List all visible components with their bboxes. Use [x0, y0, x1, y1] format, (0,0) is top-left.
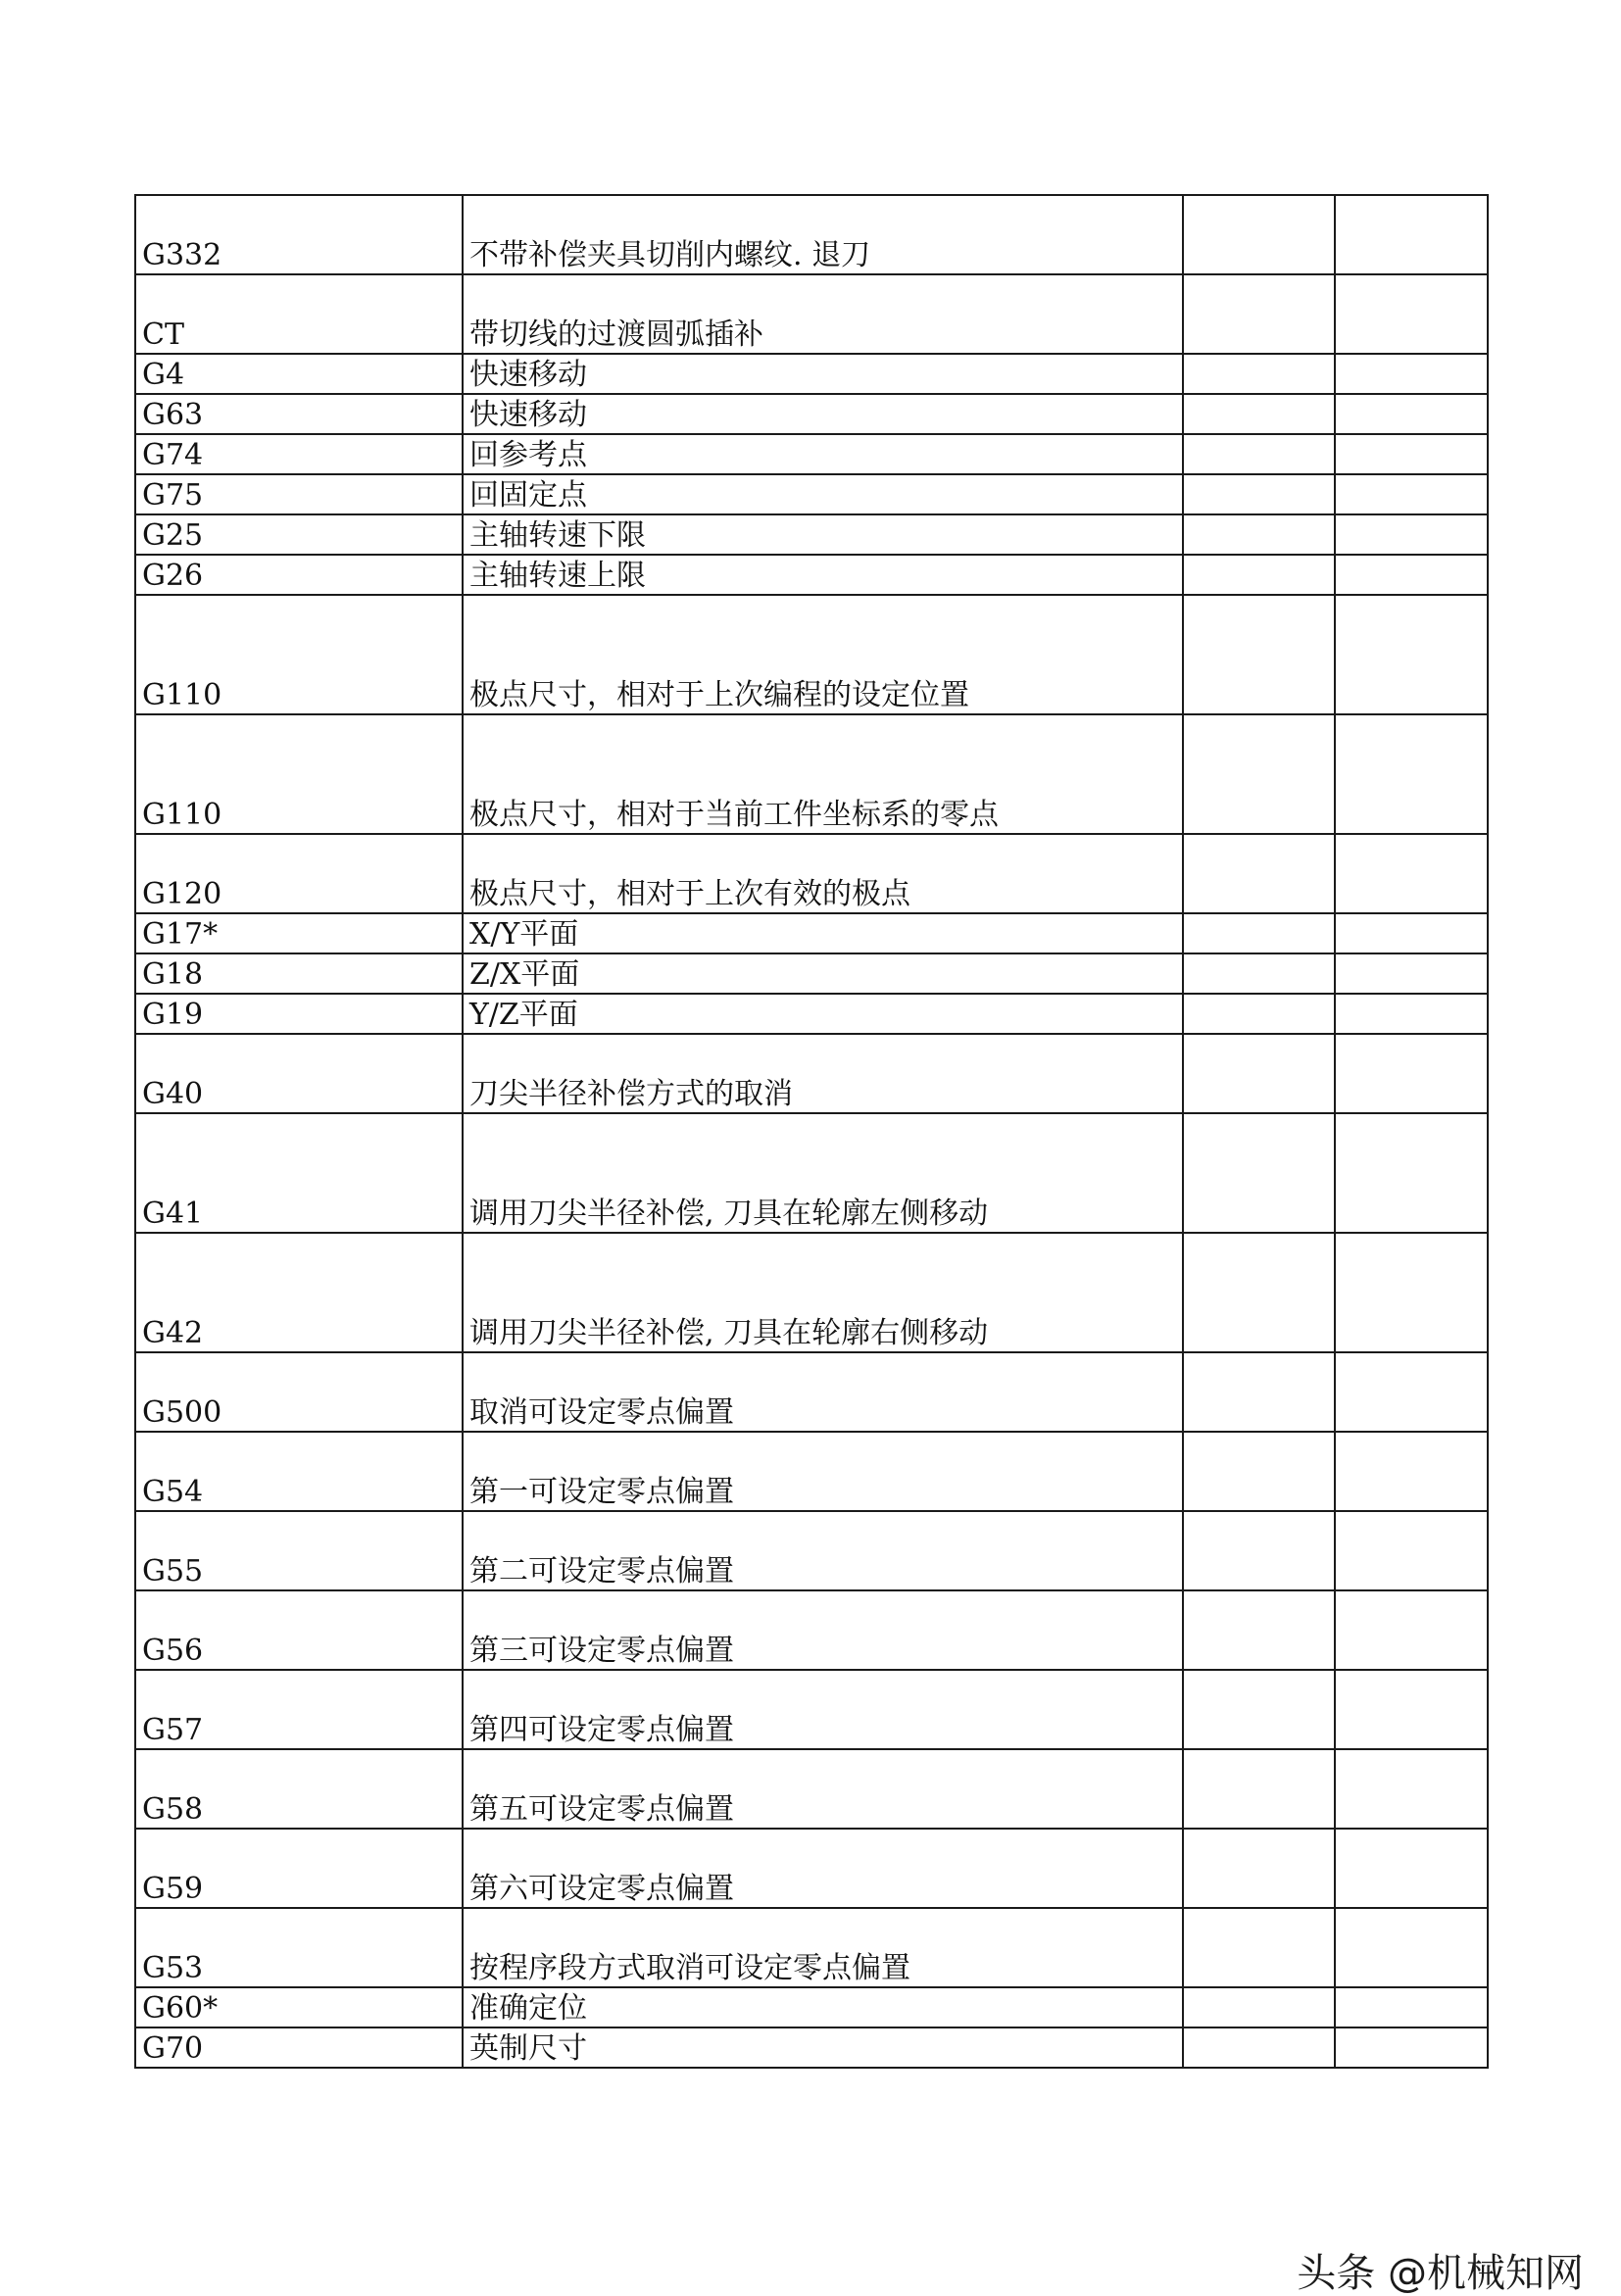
empty-cell — [1335, 555, 1488, 595]
table-row — [135, 1829, 1488, 1908]
empty-cell — [1183, 1113, 1335, 1233]
gcode-cell: G55 — [135, 1511, 463, 1590]
gcode-table — [134, 194, 1489, 2069]
empty-cell — [1183, 1233, 1335, 1352]
description-cell: 极点尺寸，相对于上次编程的设定位置 — [463, 595, 1183, 714]
table-row — [135, 1511, 1488, 1590]
description-cell: X/Y平面 — [463, 913, 1183, 953]
table-row — [135, 1670, 1488, 1749]
table-row — [135, 195, 1488, 274]
description-cell: 快速移动 — [463, 354, 1183, 394]
description-cell: 回固定点 — [463, 474, 1183, 514]
gcode-cell: G60* — [135, 1987, 463, 2027]
table-row — [135, 1034, 1488, 1113]
table-row — [135, 514, 1488, 555]
gcode-cell: G54 — [135, 1432, 463, 1511]
description-cell: 第六可设定零点偏置 — [463, 1829, 1183, 1908]
empty-cell — [1335, 1829, 1488, 1908]
empty-cell — [1335, 1511, 1488, 1590]
empty-cell — [1335, 1987, 1488, 2027]
empty-cell — [1335, 953, 1488, 994]
description-cell: 不带补偿夹具切削内螺纹. 退刀 — [463, 195, 1183, 274]
description-cell: 准确定位 — [463, 1987, 1183, 2027]
gcode-cell: G19 — [135, 994, 463, 1034]
empty-cell — [1335, 1233, 1488, 1352]
description-cell: 第五可设定零点偏置 — [463, 1749, 1183, 1829]
gcode-cell: G59 — [135, 1829, 463, 1908]
empty-cell — [1183, 1352, 1335, 1432]
gcode-cell: G74 — [135, 434, 463, 474]
gcode-cell: G17* — [135, 913, 463, 953]
empty-cell — [1183, 1987, 1335, 2027]
description-cell: 带切线的过渡圆弧插补 — [463, 274, 1183, 354]
table-row — [135, 555, 1488, 595]
empty-cell — [1183, 434, 1335, 474]
description-cell: 第四可设定零点偏置 — [463, 1670, 1183, 1749]
table-row — [135, 1987, 1488, 2027]
table-row — [135, 2027, 1488, 2068]
empty-cell — [1183, 913, 1335, 953]
gcode-cell: G120 — [135, 834, 463, 913]
table-row — [135, 1233, 1488, 1352]
empty-cell — [1335, 2027, 1488, 2068]
empty-cell — [1335, 595, 1488, 714]
empty-cell — [1183, 274, 1335, 354]
empty-cell — [1183, 994, 1335, 1034]
description-cell: 第三可设定零点偏置 — [463, 1590, 1183, 1670]
empty-cell — [1335, 1908, 1488, 1987]
gcode-cell: G75 — [135, 474, 463, 514]
empty-cell — [1335, 474, 1488, 514]
table-row — [135, 1590, 1488, 1670]
table-row — [135, 434, 1488, 474]
description-cell: 调用刀尖半径补偿, 刀具在轮廓右侧移动 — [463, 1233, 1183, 1352]
description-cell: 极点尺寸，相对于当前工件坐标系的零点 — [463, 714, 1183, 834]
description-cell: 按程序段方式取消可设定零点偏置 — [463, 1908, 1183, 1987]
empty-cell — [1183, 1034, 1335, 1113]
description-cell: 第二可设定零点偏置 — [463, 1511, 1183, 1590]
empty-cell — [1335, 1432, 1488, 1511]
table-row — [135, 953, 1488, 994]
gcode-cell: G70 — [135, 2027, 463, 2068]
gcode-cell: G110 — [135, 595, 463, 714]
gcode-cell: G56 — [135, 1590, 463, 1670]
empty-cell — [1183, 394, 1335, 434]
empty-cell — [1183, 555, 1335, 595]
table-row — [135, 394, 1488, 434]
empty-cell — [1335, 434, 1488, 474]
gcode-cell: G500 — [135, 1352, 463, 1432]
empty-cell — [1183, 1590, 1335, 1670]
table-row — [135, 274, 1488, 354]
table-row — [135, 714, 1488, 834]
description-cell: Z/X平面 — [463, 953, 1183, 994]
table-row — [135, 354, 1488, 394]
description-cell: 调用刀尖半径补偿, 刀具在轮廓左侧移动 — [463, 1113, 1183, 1233]
empty-cell — [1183, 953, 1335, 994]
gcode-cell: G58 — [135, 1749, 463, 1829]
gcode-cell: G41 — [135, 1113, 463, 1233]
empty-cell — [1335, 913, 1488, 953]
empty-cell — [1335, 195, 1488, 274]
empty-cell — [1335, 1749, 1488, 1829]
table-row — [135, 913, 1488, 953]
empty-cell — [1183, 1829, 1335, 1908]
gcode-table-body — [135, 195, 1488, 2068]
gcode-cell: G57 — [135, 1670, 463, 1749]
empty-cell — [1335, 1352, 1488, 1432]
empty-cell — [1183, 714, 1335, 834]
empty-cell — [1183, 1511, 1335, 1590]
empty-cell — [1183, 1908, 1335, 1987]
description-cell: 极点尺寸，相对于上次有效的极点 — [463, 834, 1183, 913]
empty-cell — [1183, 1670, 1335, 1749]
table-row — [135, 1352, 1488, 1432]
table-row — [135, 1749, 1488, 1829]
description-cell: 快速移动 — [463, 394, 1183, 434]
empty-cell — [1335, 394, 1488, 434]
empty-cell — [1335, 514, 1488, 555]
description-cell: 主轴转速上限 — [463, 555, 1183, 595]
empty-cell — [1183, 354, 1335, 394]
table-row — [135, 474, 1488, 514]
table-row — [135, 994, 1488, 1034]
table-row — [135, 834, 1488, 913]
gcode-cell: G53 — [135, 1908, 463, 1987]
empty-cell — [1183, 514, 1335, 555]
gcode-cell: G332 — [135, 195, 463, 274]
gcode-cell: G63 — [135, 394, 463, 434]
gcode-cell: G26 — [135, 555, 463, 595]
empty-cell — [1335, 354, 1488, 394]
empty-cell — [1183, 1432, 1335, 1511]
description-cell: 英制尺寸 — [463, 2027, 1183, 2068]
empty-cell — [1335, 274, 1488, 354]
table-row — [135, 595, 1488, 714]
empty-cell — [1183, 595, 1335, 714]
empty-cell — [1335, 1670, 1488, 1749]
empty-cell — [1335, 1034, 1488, 1113]
empty-cell — [1183, 474, 1335, 514]
empty-cell — [1183, 1749, 1335, 1829]
description-cell: Y/Z平面 — [463, 994, 1183, 1034]
empty-cell — [1335, 1590, 1488, 1670]
description-cell: 主轴转速下限 — [463, 514, 1183, 555]
description-cell: 取消可设定零点偏置 — [463, 1352, 1183, 1432]
empty-cell — [1183, 2027, 1335, 2068]
empty-cell — [1183, 834, 1335, 913]
watermark: 头条 @机械知网 — [1297, 2251, 1584, 2296]
gcode-cell: G25 — [135, 514, 463, 555]
empty-cell — [1183, 195, 1335, 274]
gcode-cell: G42 — [135, 1233, 463, 1352]
table-row — [135, 1113, 1488, 1233]
empty-cell — [1335, 1113, 1488, 1233]
gcode-cell: G40 — [135, 1034, 463, 1113]
description-cell: 刀尖半径补偿方式的取消 — [463, 1034, 1183, 1113]
gcode-cell: CT — [135, 274, 463, 354]
gcode-cell: G110 — [135, 714, 463, 834]
table-row — [135, 1432, 1488, 1511]
description-cell: 第一可设定零点偏置 — [463, 1432, 1183, 1511]
table-row — [135, 1908, 1488, 1987]
empty-cell — [1335, 714, 1488, 834]
gcode-cell: G18 — [135, 953, 463, 994]
gcode-cell: G4 — [135, 354, 463, 394]
empty-cell — [1335, 834, 1488, 913]
description-cell: 回参考点 — [463, 434, 1183, 474]
empty-cell — [1335, 994, 1488, 1034]
